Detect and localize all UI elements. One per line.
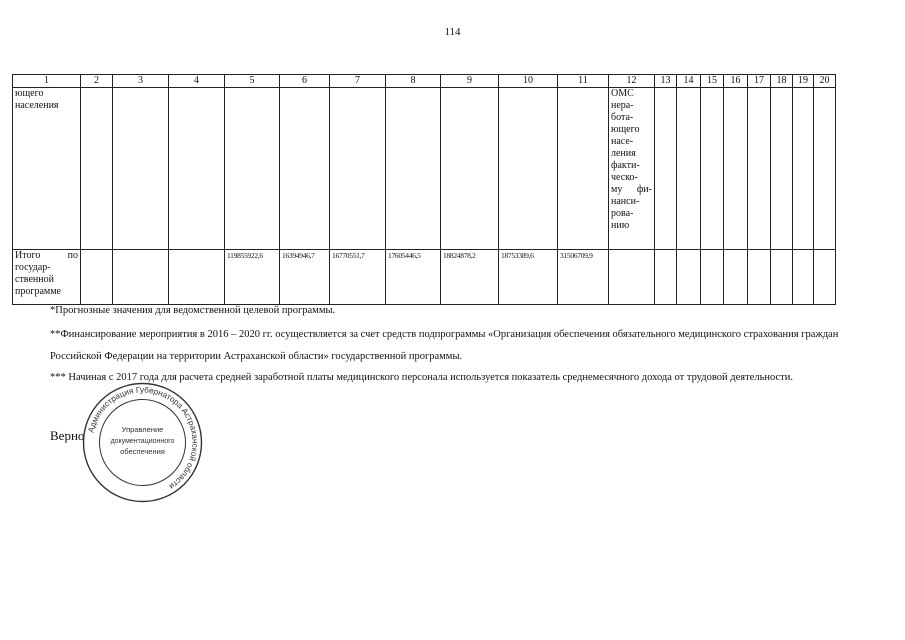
table-cell [386,88,441,250]
official-stamp-seal [80,380,205,505]
stamp-inner-line: Управление [121,425,164,434]
cell-line: ющего [611,124,640,135]
table-cell [724,88,748,250]
header-cell: 18 [771,75,793,88]
header-cell: 13 [655,75,677,88]
cell-line: насе- [611,136,634,147]
stamp-inner-line: обеспечения [120,447,165,456]
table-cell [793,88,814,250]
table-cell [771,250,793,305]
table-cell [748,88,771,250]
header-cell: 5 [225,75,280,88]
cell-line: государ- [15,262,51,273]
table-cell [225,88,280,250]
footnote-1: *Прогнозные значения для ведомственной целевой программы. [50,305,336,316]
cell-line: ческо- [611,172,638,183]
header-cell: 8 [386,75,441,88]
value-cell: 119855922,6 [225,250,280,305]
cell-line: нанси- [611,196,640,207]
table-cell [169,88,225,250]
table-cell [677,250,701,305]
header-cell: 17 [748,75,771,88]
table-cell [499,88,558,250]
cell-line: Итого по [15,250,78,261]
table-cell [169,250,225,305]
header-cell: 3 [113,75,169,88]
table-cell [655,250,677,305]
table-cell [814,250,836,305]
cell-line: нию [611,220,630,231]
cell-line: ления [611,148,636,159]
value-cell: 16770551,7 [330,250,386,305]
table-cell [793,250,814,305]
cell-line: программе [15,286,61,297]
cell-line: факти- [611,160,640,171]
table-cell [81,250,113,305]
value-cell: 18824878,2 [441,250,499,305]
table-cell [814,88,836,250]
header-cell: 19 [793,75,814,88]
table-header-row [13,75,836,88]
table-cell [81,88,113,250]
table-cell [701,88,724,250]
header-cell: 16 [724,75,748,88]
table-cell [655,88,677,250]
row-label-cell [13,250,81,305]
cell-line: ющего [15,88,44,99]
header-cell: 4 [169,75,225,88]
page-number: 114 [444,26,461,38]
value-cell: 17605446,5 [386,250,441,305]
table-cell [558,88,609,250]
table-cell [748,250,771,305]
table-cell [609,250,655,305]
table-cell [724,250,748,305]
header-cell: 15 [701,75,724,88]
certification-verno: Верно [50,428,85,443]
funding-source-cell [609,88,655,250]
value-cell: 31506709,9 [558,250,609,305]
footnote-3: *** Начиная с 2017 года для расчета средней заработной платы медицинского персонала используется показатель среднемесячного дохода от трудовой деятельности. [50,372,793,383]
header-cell: 12 [609,75,655,88]
header-cell: 1 [13,75,81,88]
table-cell [113,88,169,250]
header-cell: 10 [499,75,558,88]
financing-table [12,74,836,305]
header-cell: 11 [558,75,609,88]
table-cell [330,88,386,250]
value-cell: 18753389,6 [499,250,558,305]
table-row [13,88,836,250]
table-cell [677,88,701,250]
table-row-total [13,250,836,305]
cell-line: ственной [15,274,54,285]
table-cell [771,88,793,250]
header-cell: 6 [280,75,330,88]
value-cell: 16394946,7 [280,250,330,305]
row-label-cell [13,88,81,250]
table-cell [701,250,724,305]
table-cell [280,88,330,250]
stamp-inner-line: документационного [110,438,175,445]
cell-line: му фи- [611,184,652,195]
stamp-outer-text: Администрация Губернатора Астраханской области [86,385,200,491]
cell-line: рова- [611,208,634,219]
header-cell: 20 [814,75,836,88]
header-cell: 9 [441,75,499,88]
header-cell: 2 [81,75,113,88]
header-cell: 14 [677,75,701,88]
cell-line: бота- [611,112,634,123]
cell-line: ОМС [611,88,634,99]
cell-line: населения [15,100,59,111]
cell-line: нера- [611,100,634,111]
footnote-2: **Финансирование мероприятия в 2016 – 2020 гг. осуществляется за счет средств подпрограммы «Организация обеспечения обязательного медицинского страхования граждан Российской Федерации на территории Астраханской области» государственной программы. [50,329,839,362]
header-cell: 7 [330,75,386,88]
table-cell [113,250,169,305]
table-cell [441,88,499,250]
